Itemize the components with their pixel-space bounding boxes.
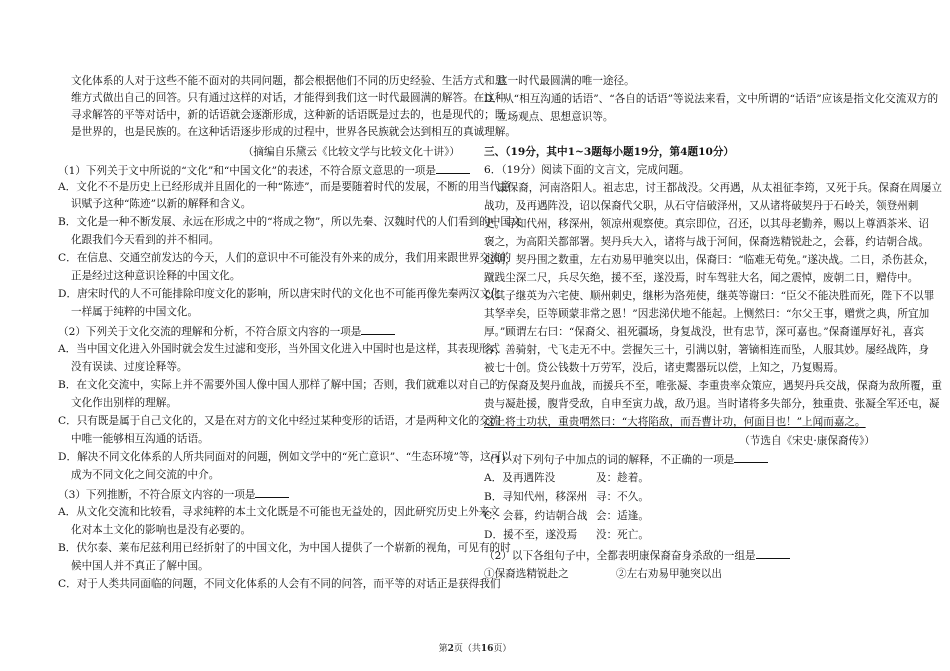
option-line: A．当中国文化进入外国时就会发生过滤和变形，当外国文化进入中国时也是这样，其表现形式: [58, 343, 500, 355]
answer-blank: [756, 548, 790, 559]
classical-line: 以其子继英为六宅使、顺州刺史，继彬为洛苑使，继英等谢曰：“臣父不能决胜而死，陛下不以罪: [484, 290, 935, 302]
option-gloss: 寻：不久。: [596, 491, 649, 503]
option-sentence: C．会暮，约诘朝合战: [484, 510, 588, 522]
passage-source: （摘编自乐黛云《比较文学与比较文化十讲》）: [242, 146, 460, 158]
classical-line: 迟明，契丹围之数重，左右劝易甲驰突以出，保裔曰：“临难无苟免。”遂决战。二日，杀伤甚众，: [484, 254, 935, 266]
option-line: 候中国人并不真正了解中国。: [71, 560, 209, 572]
question-stem: （1）对下列句子中加点的词的解释，不正确的一项是: [484, 452, 768, 467]
option-gloss: 及：趁着。: [596, 472, 649, 484]
option-line: 立场观点、思想意识等。: [497, 111, 614, 123]
question-heading: 6．（19分）阅读下面的文言文，完成问题。: [484, 164, 690, 176]
option-line: D．解决不同文化体系的人所共同面对的问题，例如文学中的“死亡意识”、“生态环境”等，这可以: [58, 451, 512, 463]
classical-line: 史。寻知代州，移深州，领凉州观察使。真宗即位，召还，以其母老勤养，赐以上尊酒茶米、诏: [484, 218, 929, 230]
option-gloss: 没：死亡。: [596, 529, 649, 541]
option-gloss: 会：适逢。: [596, 510, 649, 522]
classical-line: 康保裔，河南洛阳人。祖志忠，讨王都战没。父再遇，从太祖征李筠，又死于兵。保裔在周屡立: [497, 182, 942, 194]
option-line: 中唯一能够相互沟通的话语。: [71, 433, 209, 445]
passage-line: 维方式做出自己的回答。只有通过这样的对话，才能得到我们这一时代最圆满的解答。在这种: [71, 92, 506, 104]
answer-blank: [361, 324, 395, 335]
option-line: C．对于人类共同面临的问题，不同文化体系的人会有不同的问答，而平等的对话正是获得我们: [58, 578, 501, 590]
footer-text: 第: [438, 644, 448, 654]
classical-line: 被七十创。贷公钱数十万劳军，没后，诸吏鬻器玩以偿，上知之，乃复赐焉。: [484, 362, 845, 374]
option-item: ①保裔选精锐赴之: [484, 568, 569, 580]
question-stem: （2）以下各组句子中，全都表明康保裔奋身杀敌的一组是: [484, 548, 790, 563]
option-sentence: D．援不至，遂没焉: [484, 529, 578, 541]
option-line: B．文化是一种不断发展、永远在形成之中的“将成之物”，所以先秦、汉魏时代的人们看到的中国文: [58, 216, 522, 228]
passage-line: 是世界的，也是民族的。在这种话语逐步形成的过程中，世界各民族就会达到相互的真诚理解。: [71, 126, 516, 138]
option-item: ②左右劝易甲驰突以出: [616, 568, 722, 580]
option-line: A．从文化交流和比较看，寻求纯粹的本土文化既是不可能也无益处的，因此研究历史上外来文: [58, 506, 500, 518]
classical-line: 厚。”顾谓左右曰：“保裔父、祖死疆场，身复战没，世有忠节，深可嘉也。”保裔谨厚好礼，喜宾: [484, 326, 924, 338]
option-line: 文化作出别样的理解。: [71, 397, 177, 409]
page-number: 2: [447, 644, 454, 654]
question-stem: （2）下列关于文化交流的理解和分析，不符合原文内容的一项是: [58, 324, 395, 339]
option-line: 化对本土文化的影响也是没有必要的。: [71, 524, 252, 536]
footer-text: 页）: [493, 644, 512, 654]
classical-line: 战功，及再遇阵没，诏以保裔代父职，从石守信破泽州，又从诸将破契丹于石岭关，领登州刺: [484, 200, 919, 212]
option-line: D．唐宋时代的人不可能排除印度文化的影响，所以唐宋时代的文化也不可能再像先秦两汉文化: [58, 288, 501, 300]
option-line: D．从“相互沟通的话语”、“各自的话语”等说法来看，文中所谓的“话语”应该是指文化交流双方的: [484, 93, 939, 105]
option-line: B．伏尔泰、莱布尼兹利用已经折射了的中国文化，为中国人提供了一个崭新的视角，可见有的时: [58, 542, 511, 554]
classical-line: 贵与凝赴援，腹背受敌，自申至寅力战，敌乃退。当时诸将多失部分，独重贵、张凝全军还屯，凝: [484, 398, 940, 410]
option-line: 这一时代最圆满的唯一途径。: [497, 75, 635, 87]
option-sentence: B．寻知代州，移深州: [484, 491, 588, 503]
section-heading: 三、（19分，其中1~3题每小题19分，第4题10分）: [484, 146, 735, 158]
classical-line: 蹴践尘深二尺，兵尽矢绝，援不至，遂没焉，时车驾驻大名，闻之震悼，废朝二日，赠侍中。: [484, 272, 919, 284]
classical-source: （节选自《宋史·康保裔传》）: [739, 435, 875, 447]
option-line: A．文化不不是历史上已经形成并且固化的一种“陈迹”，而是要随着时代的发展，不断的用当代意: [58, 181, 511, 193]
answer-blank: [734, 452, 768, 463]
option-line: 成为不同文化之间交流的中介。: [71, 469, 220, 481]
classical-line: 其孥幸矣，臣等顾蒙非常之恩！”因悲涕伏地不能起。上恻然曰：“尔父王事，赠赏之典，所宜加: [484, 308, 930, 320]
option-line: 化跟我们今天看到的并不相同。: [71, 234, 220, 246]
passage-line: 文化体系的人对于这些不能不面对的共同问题，都会根据他们不同的历史经验、生活方式和思: [71, 75, 506, 87]
answer-blank: [255, 487, 289, 498]
option-line: 正是经过这种意识诠释的中国文化。: [71, 270, 241, 282]
classical-line: 客，善骑射，弋飞走无不中。尝握矢三十，引满以射，箸镝相连而坠，人服其妙。屡经战阵，身: [484, 344, 929, 356]
classical-line: 褒之，为高阳关都部署。契丹兵大入，诸将与战于河间，保裔选精锐赴之，会暮，约诘朝合战。: [484, 236, 929, 248]
option-sentence: A．及再遇阵没: [484, 472, 556, 484]
option-line: 一样属于纯粹的中国文化。: [71, 306, 199, 318]
footer-text: 页（共: [453, 644, 481, 654]
answer-blank: [436, 163, 470, 174]
question-stem: （3）下列推断，不符合原文内容的一项是: [58, 487, 289, 502]
total-pages: 16: [480, 644, 494, 654]
passage-line: 寻求解答的平等对话中，新的话语就会逐渐形成，这种新的话语既是过去的，也是现代的；既: [71, 109, 506, 121]
option-line: C．只有既是属于自己文化的，又是在对方的文化中经过某种变形的话语，才是两种文化的交流: [58, 415, 501, 427]
option-line: C．在信息、交通空前发达的今天，人们的意识中不可能没有外来的成分，我们用来跟世界交流的: [58, 252, 512, 264]
option-line: 没有误读、过度诠释等。: [71, 361, 188, 373]
classical-line: 这上将士功状，重贵喟然曰：“大将陷敌，而吾曹计功，何面目也！”上闻而嘉之。: [484, 416, 866, 428]
question-stem: （1）下列关于文中所说的“文化”和“中国文化”的表述，不符合原文意思的一项是: [58, 163, 470, 178]
classical-line: 方保裔及契丹血战，而援兵不至，唯张凝、李重贵率众策应，遇契丹兵交战，保裔为敌所覆，重: [497, 380, 942, 392]
page-footer: [0, 641, 950, 654]
option-line: 识赋予这种“陈迹”以新的解释和含义。: [71, 198, 252, 210]
option-line: B．在文化交流中，实际上并不需要外国人像中国人那样了解中国；否则，我们就难以对自己的: [58, 379, 501, 391]
